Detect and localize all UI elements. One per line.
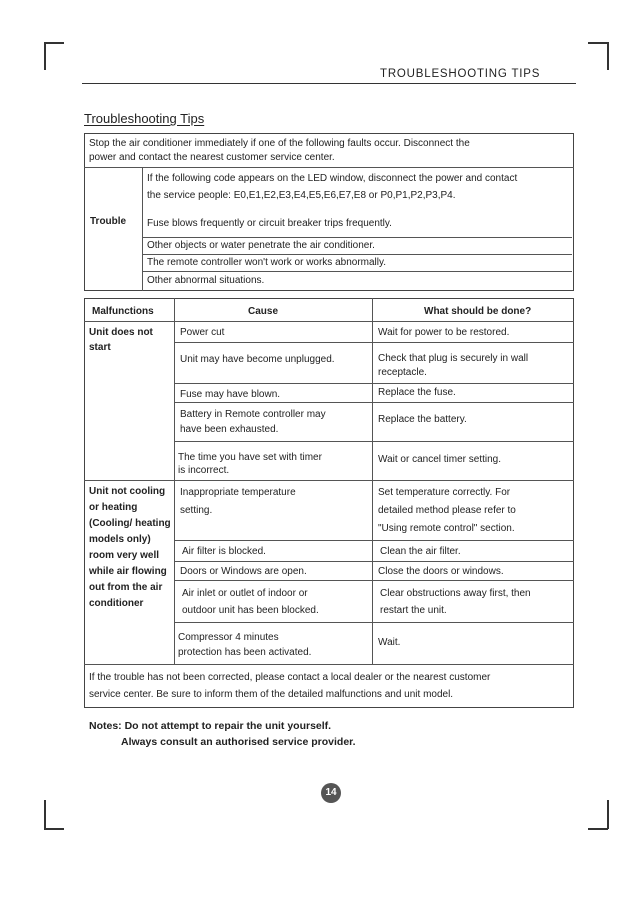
trouble-label: Trouble [90, 216, 127, 227]
cause-text: setting. [180, 505, 213, 516]
trouble-item: Other objects or water penetrate the air conditioner. [147, 240, 375, 251]
table-row-divider [174, 441, 574, 442]
malfunction-label: or heating [89, 502, 138, 513]
action-text: Replace the battery. [378, 414, 467, 425]
cause-text: protection has been activated. [178, 647, 312, 658]
trouble-item: Other abnormal situations. [147, 275, 265, 286]
table-row-divider [174, 402, 574, 403]
malfunction-label: Unit not cooling [89, 486, 166, 497]
crop-mark-bottom-left-h [44, 828, 64, 830]
table-footer-line-2: service center. Be sure to inform them of the detailed malfunctions and unit model. [89, 689, 454, 700]
table-col-divider-2 [372, 298, 373, 664]
cause-text: Doors or Windows are open. [180, 566, 307, 577]
trouble-item: Fuse blows frequently or circuit breaker trips frequently. [147, 218, 392, 229]
action-text: detailed method please refer to [378, 505, 516, 516]
cause-text: Compressor 4 minutes [178, 632, 279, 643]
action-text: Check that plug is securely in wall [378, 353, 529, 364]
malfunction-label: room very well [89, 550, 160, 561]
action-text: Set temperature correctly. For [378, 487, 511, 498]
notes-line-2: Always consult an authorised service provider. [121, 736, 356, 748]
cause-text: outdoor unit has been blocked. [182, 605, 319, 616]
header-divider [82, 83, 576, 84]
section-title: Troubleshooting Tips [84, 111, 205, 126]
cause-text: Air inlet or outlet of indoor or [182, 588, 308, 599]
table-group-divider [84, 480, 574, 481]
table-row-divider [174, 383, 574, 384]
trouble-column-divider [142, 167, 143, 291]
notes-line-1: Notes: Do not attempt to repair the unit yourself. [89, 720, 332, 732]
crop-mark-bottom-right-h [588, 828, 608, 830]
action-text: Clean the air filter. [380, 546, 461, 557]
crop-mark-top-left-h [44, 42, 64, 44]
cause-text: Unit may have become unplugged. [180, 354, 335, 365]
trouble-item: The remote controller won't work or works abnormally. [147, 257, 387, 268]
trouble-item: If the following code appears on the LED window, disconnect the power and contact [147, 173, 518, 184]
action-text: "Using remote control" section. [378, 523, 515, 534]
cause-text: Air filter is blocked. [182, 546, 266, 557]
malfunction-label: (Cooling/ heating [89, 518, 171, 529]
cause-text: is incorrect. [178, 465, 230, 476]
action-text: Wait or cancel timer setting. [378, 454, 502, 465]
intro-divider [84, 167, 574, 168]
crop-mark-bottom-left-v [44, 800, 46, 829]
page-header-title: TROUBLESHOOTING TIPS [380, 68, 541, 80]
cause-text: have been exhausted. [180, 424, 279, 435]
table-row-divider [174, 540, 574, 541]
malfunction-label: Unit does not [89, 327, 153, 338]
crop-mark-top-left-v [44, 42, 46, 70]
action-text: Wait for power to be restored. [378, 327, 510, 338]
trouble-item: the service people: E0,E1,E2,E3,E4,E5,E6,E7,E8 or P0,P1,P2,P3,P4. [147, 190, 456, 201]
cause-text: Fuse may have blown. [180, 389, 281, 400]
table-row-divider [174, 580, 574, 581]
table-col-divider-1 [174, 298, 175, 664]
page-number-badge: 14 [321, 783, 341, 803]
crop-mark-top-right-h [588, 42, 608, 44]
intro-line-1: Stop the air conditioner immediately if one of the following faults occur. Disconnect the [89, 138, 470, 149]
action-text: Replace the fuse. [378, 387, 456, 398]
table-footer-line-1: If the trouble has not been corrected, please contact a local dealer or the nearest customer [89, 672, 491, 683]
malfunction-label: models only) [89, 534, 151, 545]
table-footer-divider [84, 664, 574, 665]
action-text: Wait. [378, 637, 401, 648]
intro-line-2: power and contact the nearest customer service center. [89, 152, 335, 163]
cause-text: Power cut [180, 327, 225, 338]
action-text: Clear obstructions away first, then [380, 588, 531, 599]
malfunction-label: out from the air [89, 582, 163, 593]
crop-mark-top-right-v [607, 42, 609, 70]
header-cause: Cause [248, 306, 279, 317]
malfunction-label: start [89, 342, 111, 353]
malfunction-label: conditioner [89, 598, 144, 609]
table-row-divider [174, 342, 574, 343]
cause-text: The time you have set with timer [178, 452, 322, 463]
table-row-divider [174, 622, 574, 623]
cause-text: Inappropriate temperature [180, 487, 296, 498]
header-action: What should be done? [424, 306, 532, 317]
malfunction-label: while air flowing [89, 566, 167, 577]
cause-text: Battery in Remote controller may [180, 409, 326, 420]
table-row-divider [174, 561, 574, 562]
header-malfunctions: Malfunctions [92, 306, 154, 317]
crop-mark-bottom-right-v [607, 800, 609, 829]
action-text: Close the doors or windows. [378, 566, 504, 577]
table-header-divider [84, 321, 574, 322]
action-text: receptacle. [378, 367, 427, 378]
action-text: restart the unit. [380, 605, 447, 616]
trouble-row-divider [142, 271, 572, 272]
